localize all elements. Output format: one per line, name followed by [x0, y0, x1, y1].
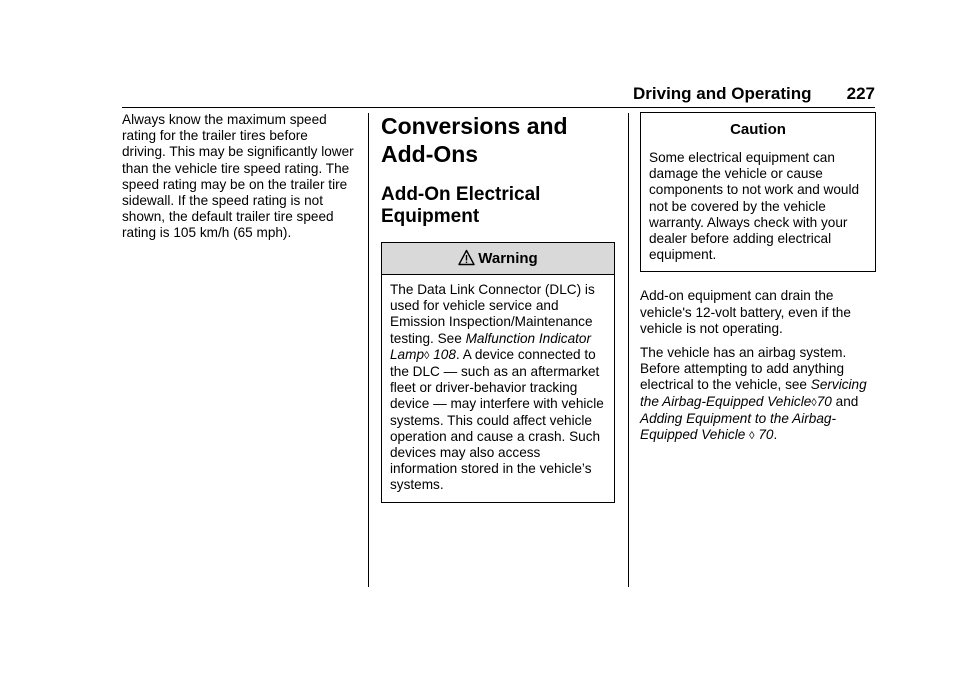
page-ref-108[interactable]: 108 [433, 346, 456, 362]
page-ref-icon: ◊ [749, 430, 755, 443]
battery-paragraph: Add-on equipment can drain the vehicle's 12-volt battery, even if the vehicle is not operating. [640, 288, 851, 336]
adding-equipment-link[interactable]: Adding Equipment to the Airbag-Equipped Vehicle [640, 410, 836, 443]
column-3 [640, 112, 876, 452]
page-header [633, 84, 875, 104]
warning-icon [458, 249, 475, 266]
servicing-airbag-link[interactable]: Servicing the Airbag-Equipped Vehicle [640, 377, 867, 409]
airbag-text-1: The vehicle has an airbag system. Before attempting to add anything electrical to the vehicle, see [640, 345, 847, 393]
page-ref-icon: ◊ [811, 396, 817, 409]
page-ref-70[interactable]: 70 [758, 427, 774, 443]
section-title: Driving and Operating [633, 84, 812, 103]
column-divider-left [368, 113, 369, 587]
page-ref-icon: ◊ [424, 349, 430, 362]
page-ref-70[interactable]: 70 [816, 393, 832, 409]
column-1 [122, 112, 354, 250]
warning-header [382, 243, 614, 275]
airbag-end: . [773, 427, 778, 443]
warning-body [382, 275, 614, 502]
column-divider-right [628, 113, 629, 587]
warning-box [381, 242, 615, 503]
column-2 [381, 112, 615, 503]
warning-text-2: . A device connected to the DLC — such as an aftermarket fleet or driver-behavior tracking device — may interfere with vehicle systems. This could affect vehicle operation and cause a crash. Such devices may also access information stored in the vehicle’s systems. [390, 346, 604, 493]
warning-title: Warning [478, 250, 538, 267]
heading-conversions: Conversions and Add-Ons [381, 113, 568, 167]
caution-body: Some electrical equipment can damage the vehicle or cause components to not work and would not be covered by the vehicle warranty. Always check with your dealer before adding electrical equipment. [649, 150, 860, 263]
trailer-tire-paragraph: Always know the maximum speed rating for the trailer tires before driving. This may be significantly lower than the vehicle tire speed rating. The speed rating may be on the trailer tire sidewall. If the speed rating is not shown, the default trailer tire speed rating is 105 km/h (65 mph). [122, 112, 354, 241]
page-number: 227 [846, 84, 875, 103]
airbag-paragraph [640, 345, 876, 444]
header-rule [122, 107, 875, 108]
airbag-and: and [831, 393, 859, 409]
warning-text-1: The Data Link Connector (DLC) is used for vehicle service and Emission Inspection/Maintenance testing. See [390, 282, 595, 346]
caution-header: Caution [641, 113, 875, 146]
malfunction-indicator-link[interactable]: Malfunction Indicator Lamp [390, 330, 592, 362]
caution-box [640, 112, 876, 272]
heading-add-on-electrical: Add-On Electrical Equipment [381, 184, 541, 227]
